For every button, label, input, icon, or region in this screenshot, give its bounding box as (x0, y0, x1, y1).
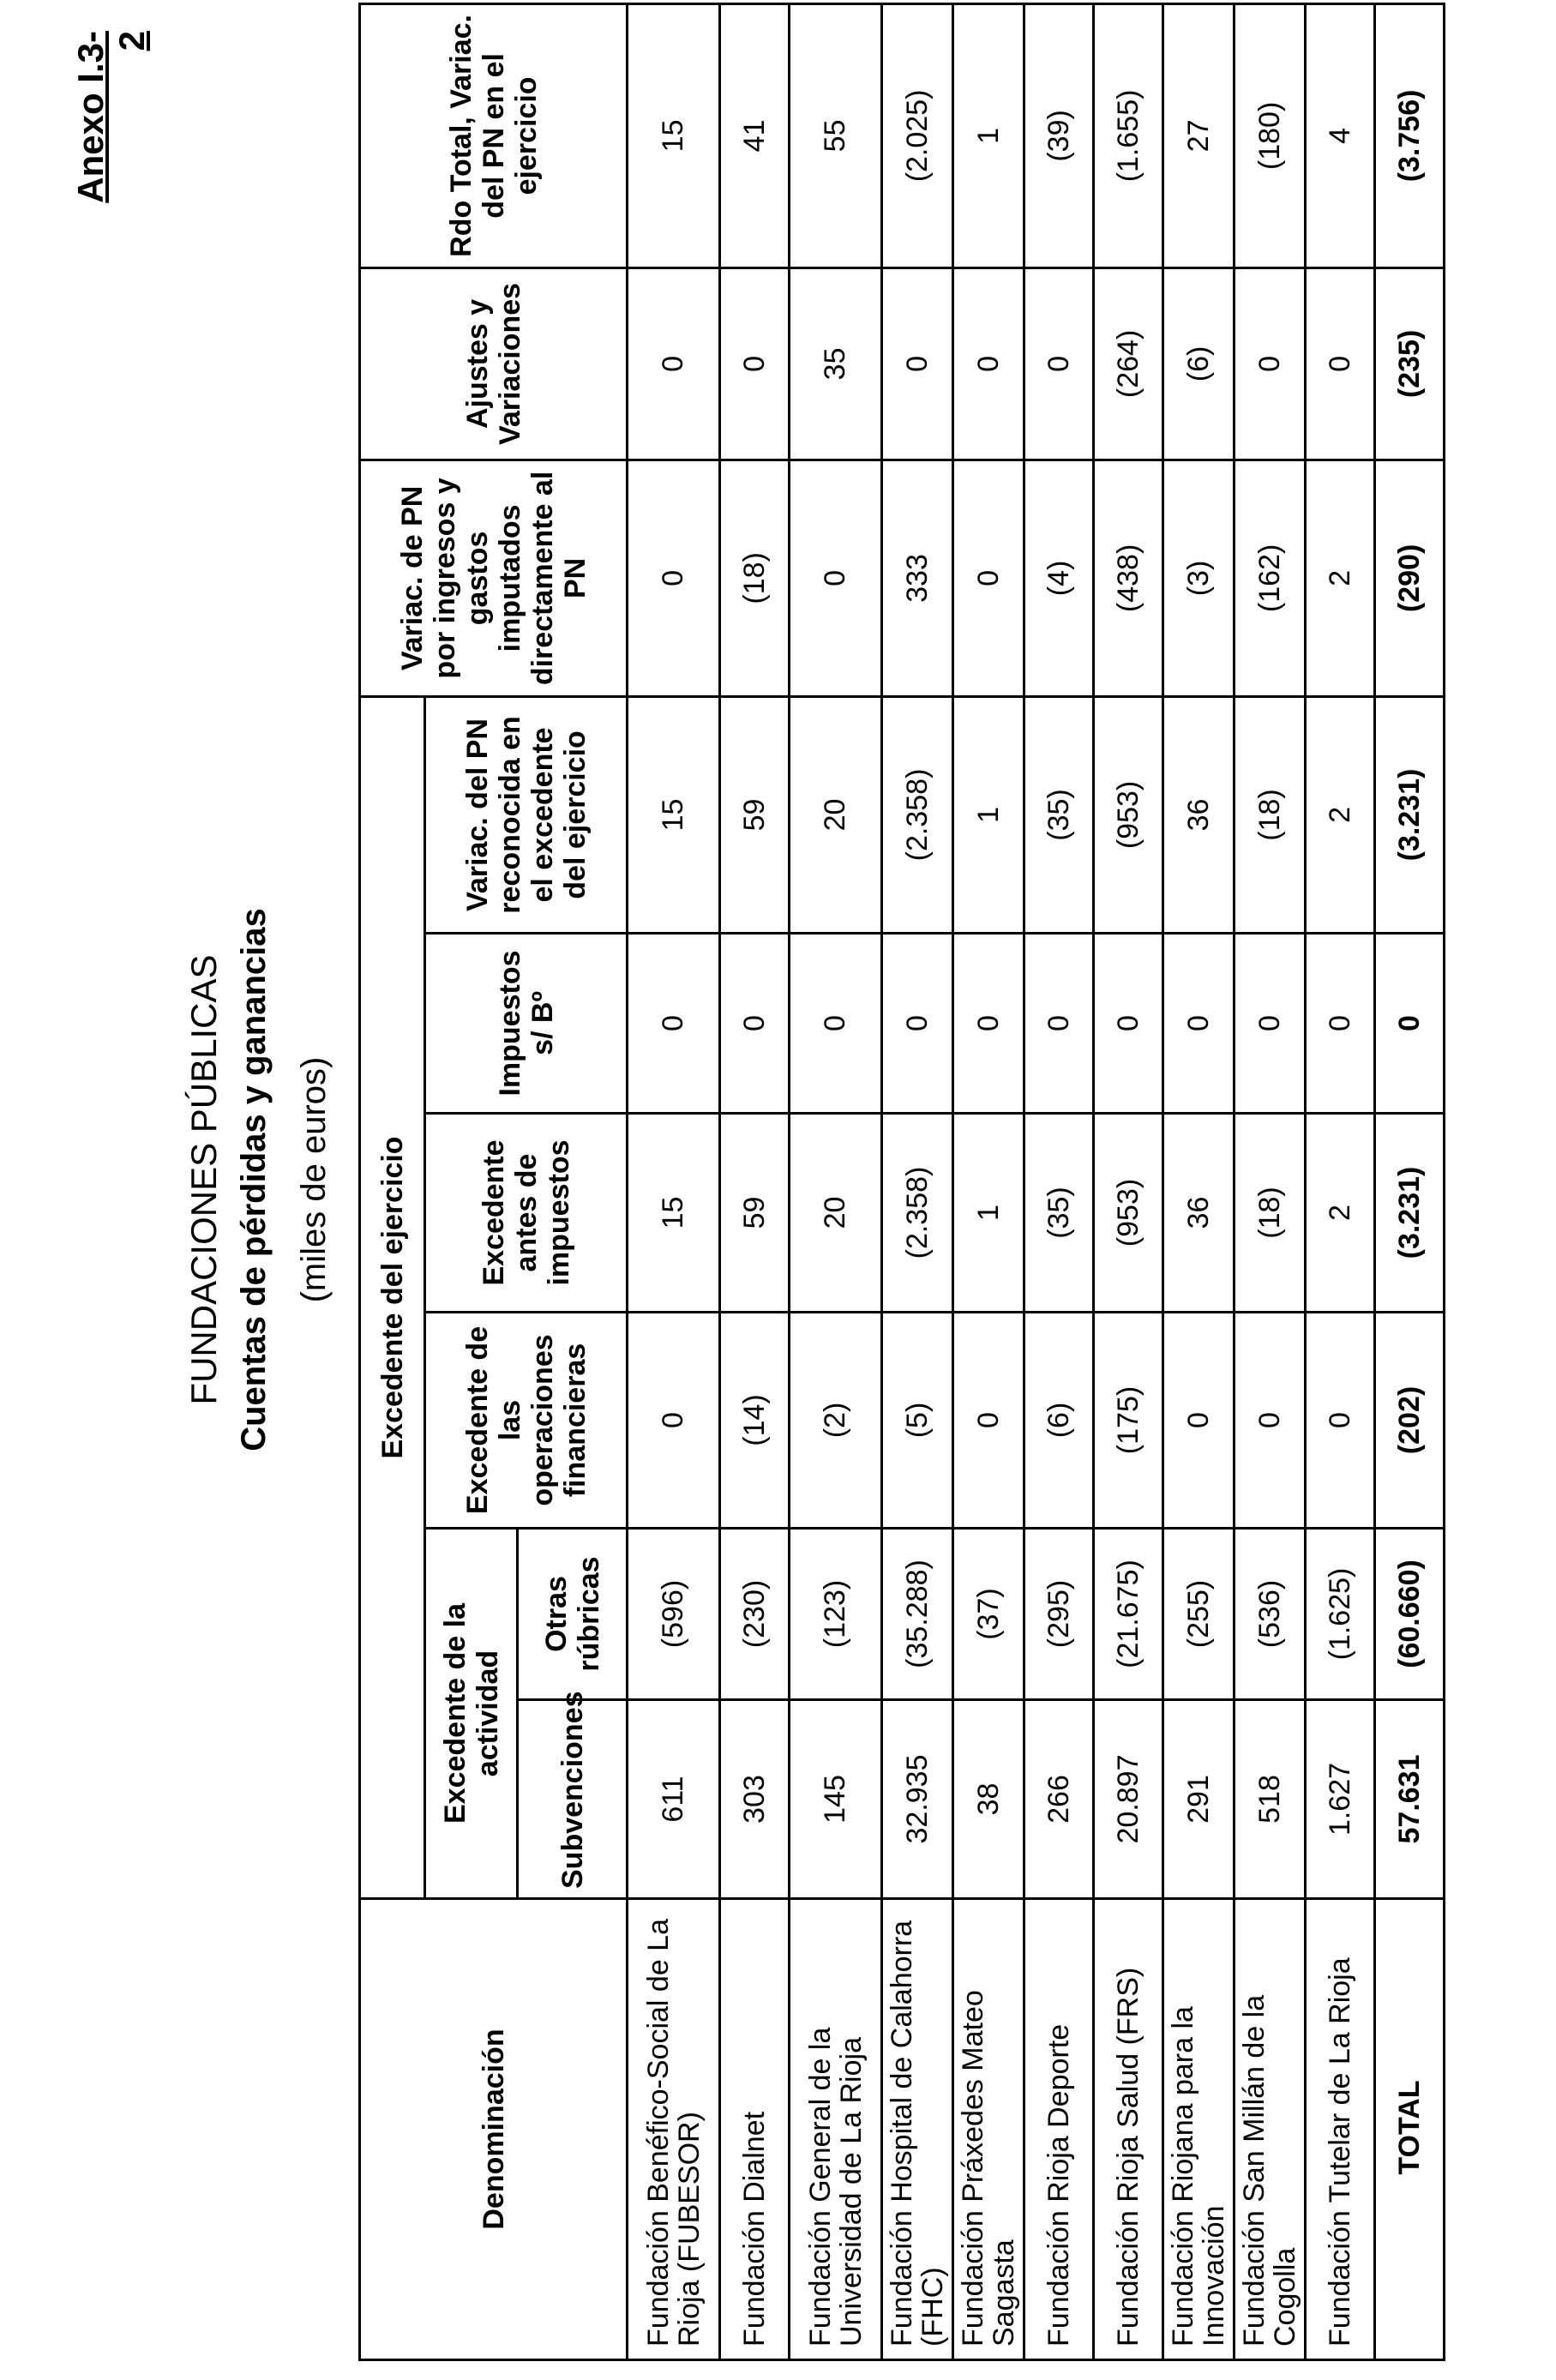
cell-financieras: (5) (882, 1313, 953, 1529)
cell-subvenciones: 266 (1024, 1700, 1094, 1899)
header-variac-pn-directo: Variac. de PN por ingresos y gastos imputados directamente al PN (360, 460, 628, 696)
cell-otras: (596) (628, 1529, 720, 1700)
row-name: Fundación Rioja Deporte (1024, 1899, 1094, 2360)
cell-variac-pn: 0 (953, 460, 1024, 696)
cell-otras: (1.625) (1306, 1529, 1375, 1700)
cell-financieras: 0 (953, 1313, 1024, 1529)
cell-impuestos: 0 (720, 934, 790, 1114)
cell-ajustes: 0 (953, 267, 1024, 460)
cell-financieras: 0 (1163, 1313, 1235, 1529)
header-subvenciones: Subvenciones (518, 1700, 628, 1899)
cell-otras: (123) (790, 1529, 882, 1700)
total-antes: (3.231) (1375, 1114, 1445, 1313)
cell-financieras: (175) (1094, 1313, 1163, 1529)
cell-ajustes: 0 (882, 267, 953, 460)
cell-variac-pn: 2 (1306, 460, 1375, 696)
cell-otras: (37) (953, 1529, 1024, 1700)
table-row (1235, 3, 1306, 2359)
cell-antes: 20 (790, 1114, 882, 1313)
cell-variac-exc: 1 (953, 696, 1024, 933)
units-note: (miles de euros) (295, 1056, 333, 1303)
cell-ajustes: (264) (1094, 267, 1163, 460)
cell-variac-pn: (3) (1163, 460, 1235, 696)
cell-antes: (953) (1094, 1114, 1163, 1313)
cell-rdo: (39) (1024, 3, 1094, 267)
table-row (790, 3, 882, 2359)
cell-otras: (35.288) (882, 1529, 953, 1700)
table-row (1024, 3, 1094, 2359)
row-name: Fundación Benéfico-Social de La Rioja (FUBESOR) (628, 1899, 720, 2360)
cell-financieras: (14) (720, 1313, 790, 1529)
cell-ajustes: 35 (790, 267, 882, 460)
cell-subvenciones: 518 (1235, 1700, 1306, 1899)
cell-variac-exc: 20 (790, 696, 882, 933)
header-excedente-actividad: Excedente de la actividad (425, 1529, 518, 1899)
cell-impuestos: 0 (1235, 934, 1306, 1114)
row-name: Fundación Tutelar de La Rioja (1306, 1899, 1375, 2360)
cell-antes: (18) (1235, 1114, 1306, 1313)
page-title: FUNDACIONES PÚBLICAS (183, 954, 224, 1405)
total-ajustes: (235) (1375, 267, 1445, 460)
cell-variac-exc: 36 (1163, 696, 1235, 933)
cell-subvenciones: 32.935 (882, 1700, 953, 1899)
table-row (720, 3, 790, 2359)
cell-otras: (21.675) (1094, 1529, 1163, 1700)
cell-ajustes: 0 (1235, 267, 1306, 460)
cell-rdo: 27 (1163, 3, 1235, 267)
header-impuestos: Impuestos s/ Bº (425, 934, 628, 1114)
row-name: Fundación San Millán de la Cogolla (1235, 1899, 1306, 2360)
header-excedente-antes: Excedente antes de impuestos (425, 1114, 628, 1313)
cell-variac-exc: 2 (1306, 696, 1375, 933)
cell-ajustes: 0 (1024, 267, 1094, 460)
page-subtitle: Cuentas de pérdidas y ganancias (235, 908, 273, 1451)
cell-otras: (230) (720, 1529, 790, 1700)
total-variac-pn: (290) (1375, 460, 1445, 696)
cell-subvenciones: 20.897 (1094, 1700, 1163, 1899)
table-row (1306, 3, 1375, 2359)
cell-variac-exc: 15 (628, 696, 720, 933)
cell-impuestos: 0 (1306, 934, 1375, 1114)
cell-rdo: (180) (1235, 3, 1306, 267)
cell-antes: 2 (1306, 1114, 1375, 1313)
cell-impuestos: 0 (628, 934, 720, 1114)
cell-otras: (536) (1235, 1529, 1306, 1700)
cell-impuestos: 0 (1094, 934, 1163, 1114)
cell-rdo: 15 (628, 3, 720, 267)
cell-variac-exc: (35) (1024, 696, 1094, 933)
row-name: Fundación Práxedes Mateo Sagasta (953, 1899, 1024, 2360)
cell-antes: 36 (1163, 1114, 1235, 1313)
table-row (628, 3, 720, 2359)
cell-variac-exc: (18) (1235, 696, 1306, 933)
cell-subvenciones: 145 (790, 1700, 882, 1899)
cell-rdo: 1 (953, 3, 1024, 267)
cell-variac-exc: (2.358) (882, 696, 953, 933)
table-row (953, 3, 1024, 2359)
cell-antes: 1 (953, 1114, 1024, 1313)
cell-rdo: (1.655) (1094, 3, 1163, 267)
table-row (882, 3, 953, 2359)
row-name: Fundación Hospital de Calahorra (FHC) (882, 1899, 953, 2360)
total-financieras: (202) (1375, 1313, 1445, 1529)
cell-impuestos: 0 (1024, 934, 1094, 1114)
cell-variac-pn: (162) (1235, 460, 1306, 696)
cell-financieras: (6) (1024, 1313, 1094, 1529)
cell-subvenciones: 291 (1163, 1700, 1235, 1899)
cell-subvenciones: 1.627 (1306, 1700, 1375, 1899)
cell-financieras: (2) (790, 1313, 882, 1529)
row-name: Fundación Riojana para la Innovación (1163, 1899, 1235, 2360)
cell-subvenciones: 38 (953, 1700, 1024, 1899)
row-name: Fundación Dialnet (720, 1899, 790, 2360)
header-otras-rubricas: Otras rúbricas (518, 1529, 628, 1700)
row-name: Fundación Rioja Salud (FRS) (1094, 1899, 1163, 2360)
row-name: Fundación General de la Universidad de La Rioja (790, 1899, 882, 2360)
foundations-table (358, 3, 1445, 2361)
table-row (1163, 3, 1235, 2359)
cell-variac-pn: (438) (1094, 460, 1163, 696)
cell-variac-pn: 0 (790, 460, 882, 696)
header-variac-pn-excedente: Variac. del PN reconocida en el excedente del ejercicio (425, 696, 628, 933)
cell-antes: (35) (1024, 1114, 1094, 1313)
cell-rdo: 4 (1306, 3, 1375, 267)
header-rdo-total: Rdo Total, Variac. del PN en el ejercicio (360, 3, 628, 267)
cell-financieras: 0 (1306, 1313, 1375, 1529)
cell-variac-exc: (953) (1094, 696, 1163, 933)
total-otras: (60.660) (1375, 1529, 1445, 1700)
total-row (1375, 3, 1445, 2359)
header-ajustes: Ajustes y Variaciones (360, 267, 628, 460)
total-variac-exc: (3.231) (1375, 696, 1445, 933)
total-label: TOTAL (1375, 1899, 1445, 2360)
cell-variac-exc: 59 (720, 696, 790, 933)
cell-impuestos: 0 (953, 934, 1024, 1114)
cell-ajustes: 0 (720, 267, 790, 460)
cell-impuestos: 0 (882, 934, 953, 1114)
cell-ajustes: 0 (628, 267, 720, 460)
cell-otras: (255) (1163, 1529, 1235, 1700)
header-denominacion: Denominación (360, 1899, 628, 2360)
cell-rdo: 55 (790, 3, 882, 267)
cell-financieras: 0 (628, 1313, 720, 1529)
cell-impuestos: 0 (790, 934, 882, 1114)
cell-impuestos: 0 (1163, 934, 1235, 1114)
total-rdo: (3.756) (1375, 3, 1445, 267)
cell-variac-pn: (18) (720, 460, 790, 696)
cell-antes: 15 (628, 1114, 720, 1313)
annex-label: Anexo I.3-2 (70, 31, 152, 203)
cell-subvenciones: 611 (628, 1700, 720, 1899)
cell-rdo: 41 (720, 3, 790, 267)
cell-financieras: 0 (1235, 1313, 1306, 1529)
total-impuestos: 0 (1375, 934, 1445, 1114)
cell-variac-pn: (4) (1024, 460, 1094, 696)
cell-ajustes: (6) (1163, 267, 1235, 460)
cell-ajustes: 0 (1306, 267, 1375, 460)
cell-subvenciones: 303 (720, 1700, 790, 1899)
cell-rdo: (2.025) (882, 3, 953, 267)
header-excedente-ejercicio: Excedente del ejercicio (360, 696, 425, 1898)
cell-otras: (295) (1024, 1529, 1094, 1700)
header-excedente-financieras: Excedente de las operaciones financieras (425, 1313, 628, 1529)
cell-antes: (2.358) (882, 1114, 953, 1313)
total-subvenciones: 57.631 (1375, 1700, 1445, 1899)
cell-variac-pn: 0 (628, 460, 720, 696)
table-row (1094, 3, 1163, 2359)
cell-antes: 59 (720, 1114, 790, 1313)
cell-variac-pn: 333 (882, 460, 953, 696)
